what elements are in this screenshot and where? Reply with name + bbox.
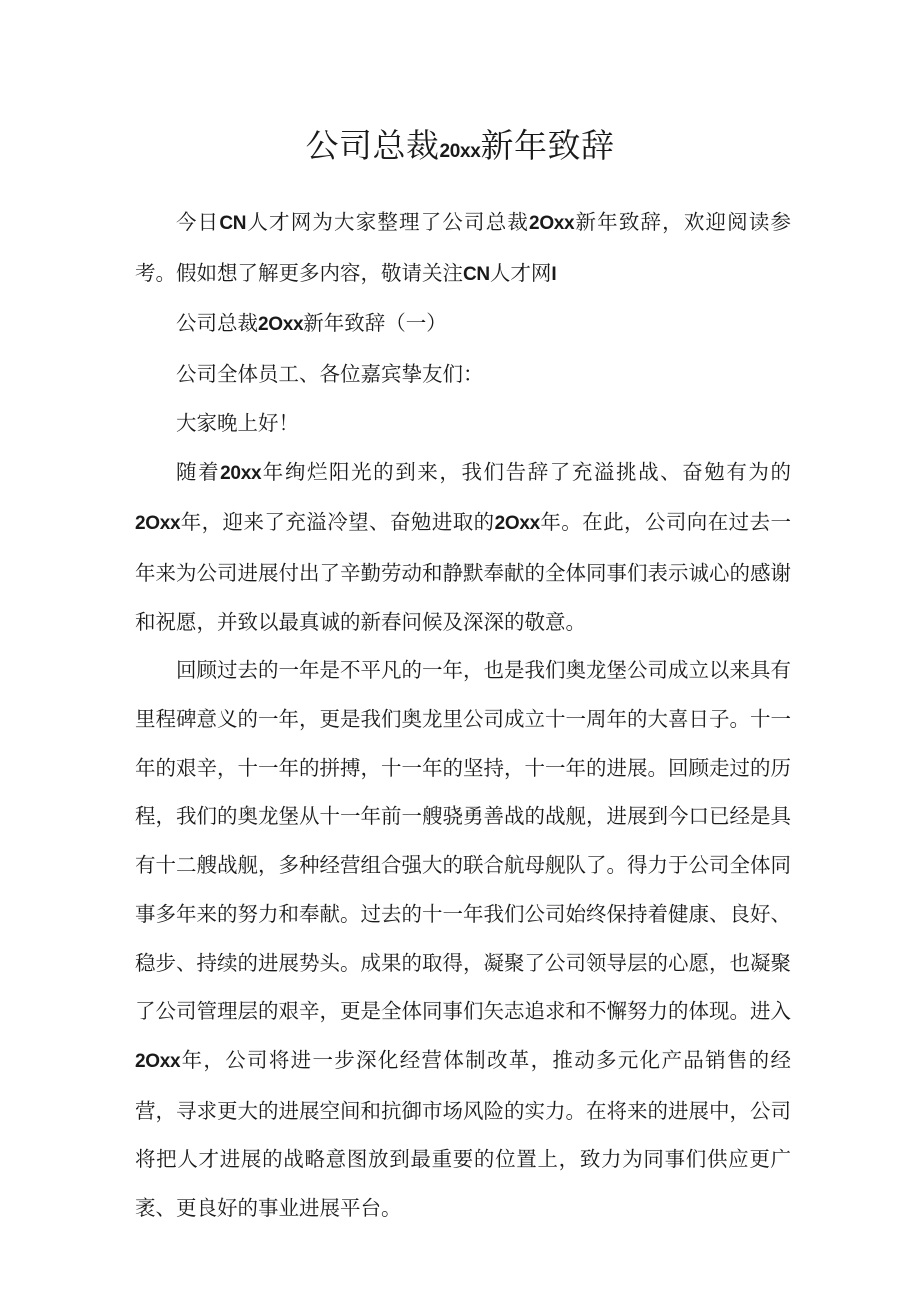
latin-run: I — [551, 263, 557, 285]
latin-run: 2Oxx — [494, 513, 540, 535]
latin-run: CN — [219, 213, 247, 234]
latin-run: 2Oxx — [135, 1050, 181, 1072]
document-body — [135, 198, 791, 1233]
latin-run: CN — [463, 263, 490, 285]
salutation-paragraph: 公司全体员工、各位嘉宾挚友们： — [176, 362, 484, 387]
latin-run: 2Oxx — [258, 314, 304, 336]
greeting-paragraph: 大家晚上好！ — [176, 410, 299, 435]
document-title: 公司总裁20xx新年致辞 — [305, 126, 615, 165]
section-heading: 公司总裁2Oxx新年致辞（一） — [176, 311, 447, 336]
latin-run: 20xx — [439, 141, 481, 162]
latin-run: 2Oxx — [529, 213, 575, 234]
body-paragraph-1: 随着20xx年绚烂阳光的到来，我们告辞了充溢挑战、奋勉有为的2Oxx年，迎来了充溢冷望、奋勉进取的2Oxx年。在此，公司向在过去一年来为公司进展付出了辛勤劳动和静默奉献的全体同事们表示诚心的感谢和祝愿，并致以最真诚的新春问候及深深的敬意。 — [135, 459, 792, 634]
latin-run: 2Oxx — [135, 513, 181, 535]
body-paragraph-2: 回顾过去的一年是不平凡的一年，也是我们奥龙堡公司成立以来具有里程碑意义的一年，更是我们奥龙里公司成立十一周年的大喜日子。十一年的艰辛，十一年的拼搏，十一年的坚持，十一年的进展。回顾走过的历程，我们的奥龙堡从十一年前一艘骁勇善战的战舰，进展到今口已经是具有十二艘战舰，多种经营组合强大的联合航母舰队了。得力于公司全体同事多年来的努力和奉献。过去的十一年我们公司始终保持着健康、良好、稳步、持续的进展势头。成果的取得，凝聚了公司领导层的心愿，也凝聚了公司管理层的艰辛，更是全体同事们矢志追求和不懈努力的体现。进入2Oxx年，公司将进一步深化经营体制改革，推动多元化产品销售的经营，寻求更大的进展空间和抗御市场风险的实力。在将来的进展中，公司将把人才进展的战略意图放到最重要的位置上，致力为同事们供应更广袤、更良好的事业进展平台。 — [135, 658, 791, 1221]
latin-run: 20xx — [220, 462, 262, 484]
intro-paragraph: 今日CN人才网为大家整理了公司总裁2Oxx新年致辞，欢迎阅读参考。假如想了解更多内容，敬请关注CN人才网I — [135, 210, 792, 285]
